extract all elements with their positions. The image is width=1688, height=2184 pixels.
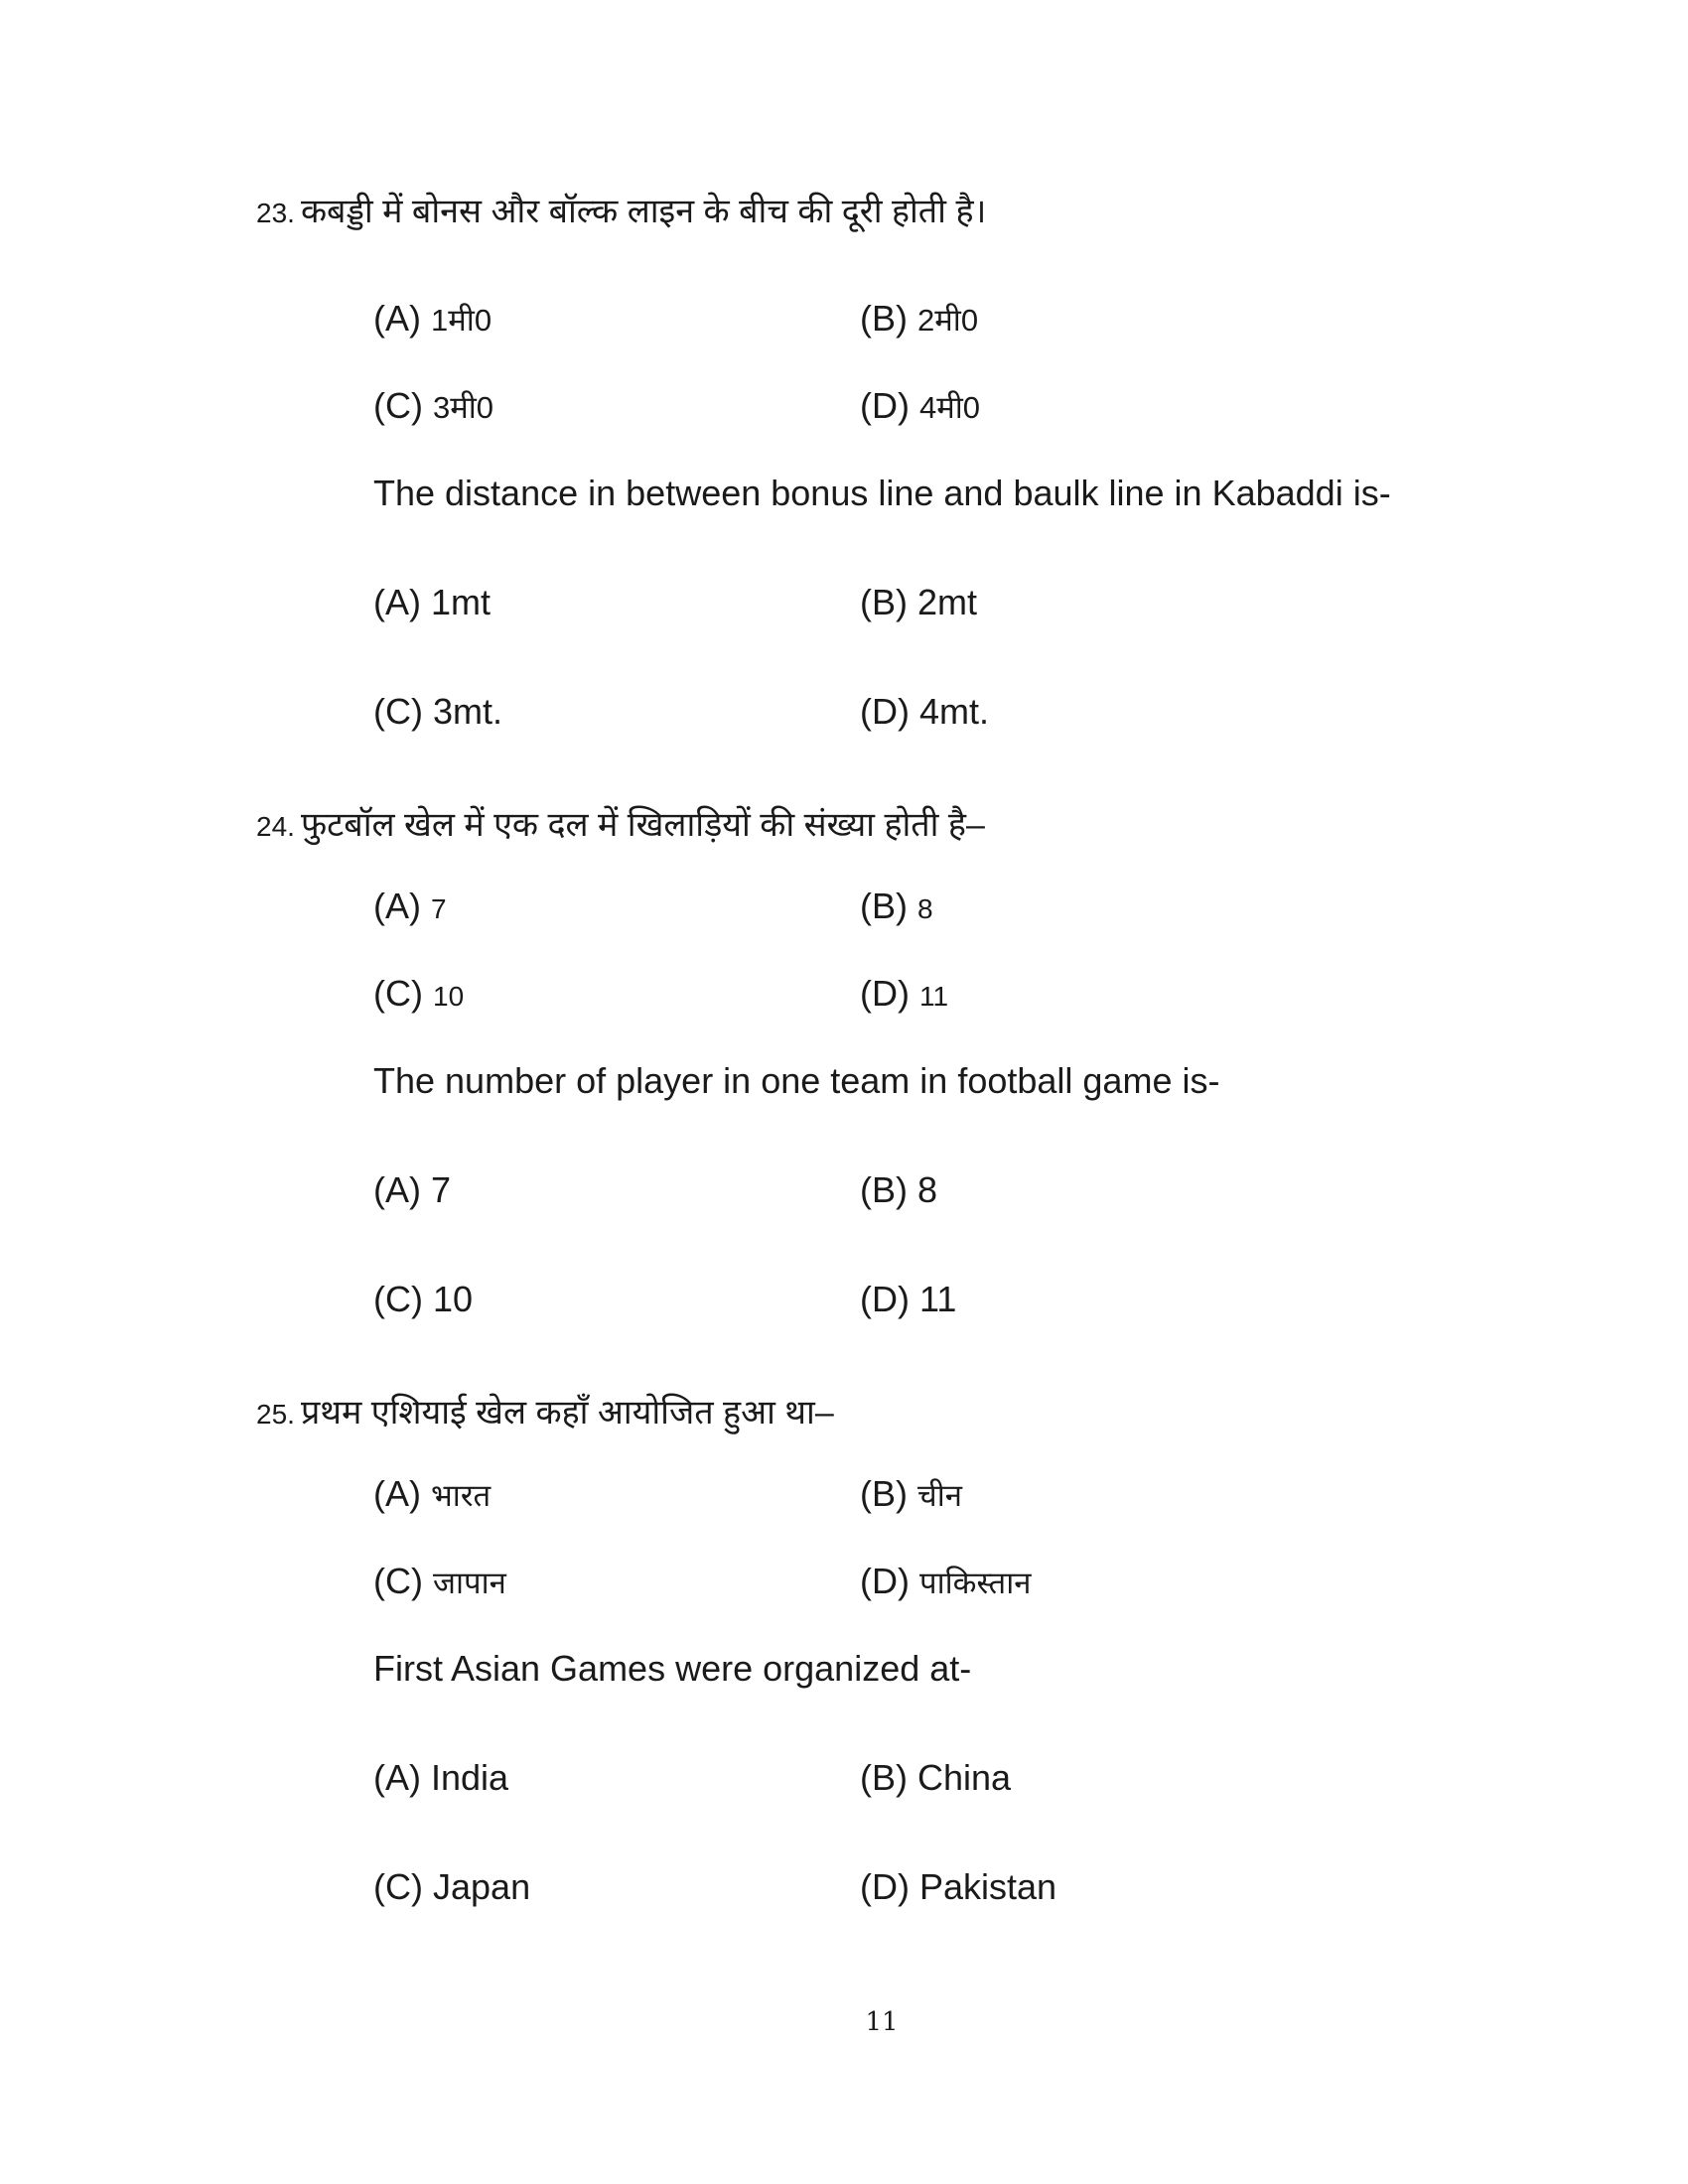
question-number: 25. (256, 1399, 295, 1430)
option-a-english (373, 1169, 451, 1211)
option-label: (B) (860, 298, 908, 339)
option-label: (B) (860, 886, 908, 926)
option-text: China (917, 1757, 1012, 1798)
option-d-hindi (860, 1561, 1031, 1603)
option-text: 10 (433, 981, 465, 1012)
option-label: (C) (373, 1866, 423, 1907)
option-text: जापान (433, 1566, 506, 1600)
option-label: (D) (860, 691, 910, 732)
option-c-hindi (373, 1561, 506, 1603)
option-d-english (860, 1866, 1056, 1908)
option-text: Pakistan (919, 1866, 1057, 1907)
question-25-hindi (256, 1388, 834, 1433)
option-label: (A) (373, 298, 421, 339)
option-a-hindi (373, 298, 492, 341)
option-text: पाकिस्तान (919, 1566, 1032, 1600)
option-d-english (860, 691, 989, 733)
option-text: 4मी0 (919, 390, 981, 425)
question-24-english: The number of player in one team in football game is- (373, 1060, 1220, 1101)
option-b-hindi (860, 298, 978, 341)
option-c-english (373, 691, 502, 733)
option-text: 1मी0 (431, 303, 492, 338)
option-label: (D) (860, 973, 910, 1014)
question-24-hindi (256, 800, 985, 846)
option-label: (A) (373, 1169, 421, 1210)
option-c-english (373, 1866, 530, 1908)
option-label: (C) (373, 385, 423, 426)
option-label: (D) (860, 385, 910, 426)
option-c-english (373, 1279, 473, 1320)
option-label: (C) (373, 1279, 423, 1319)
option-text: 3मी0 (433, 390, 494, 425)
option-d-english (860, 1279, 956, 1320)
option-label: (D) (860, 1279, 910, 1319)
option-text: 11 (919, 981, 949, 1012)
option-label: (C) (373, 1561, 423, 1601)
option-text: 8 (917, 1169, 938, 1210)
option-c-hindi (373, 973, 464, 1015)
option-b-english (860, 1169, 937, 1211)
option-label: (A) (373, 1473, 421, 1514)
option-d-hindi (860, 385, 980, 428)
option-label: (C) (373, 691, 423, 732)
option-a-english (373, 582, 491, 623)
option-b-english (860, 582, 977, 623)
option-text: 7 (431, 1169, 452, 1210)
page-number: 11 (865, 2007, 899, 2037)
option-label: (B) (860, 1757, 908, 1798)
option-text: 4mt. (919, 691, 990, 732)
option-d-hindi (860, 973, 948, 1015)
question-23-english: The distance in between bonus line and baulk line in Kabaddi is- (373, 473, 1391, 513)
option-text: 7 (431, 893, 447, 924)
question-text-hindi: फुटबॉल खेल में एक दल में खिलाड़ियों की संख्या होती है– (300, 806, 985, 844)
option-text: चीन (917, 1478, 962, 1513)
question-25-english: First Asian Games were organized at- (373, 1648, 972, 1689)
option-label: (A) (373, 1757, 421, 1798)
option-text: 3mt. (433, 691, 503, 732)
option-text: 1mt (431, 582, 492, 622)
option-c-hindi (373, 385, 493, 428)
option-b-hindi (860, 1473, 962, 1516)
question-23-hindi (256, 187, 986, 232)
option-label: (B) (860, 1169, 908, 1210)
option-label: (B) (860, 1473, 908, 1514)
option-text: 11 (919, 1279, 957, 1319)
option-text: भारत (431, 1478, 492, 1513)
option-label: (C) (373, 973, 423, 1014)
option-text: 2mt (917, 582, 978, 622)
option-text: India (431, 1757, 509, 1798)
option-b-hindi (860, 886, 933, 927)
option-text: 10 (433, 1279, 474, 1319)
option-label: (D) (860, 1561, 910, 1601)
option-label: (B) (860, 582, 908, 622)
option-text: 8 (917, 893, 933, 924)
option-text: 2मी0 (917, 303, 979, 338)
option-a-hindi (373, 1473, 491, 1516)
option-label: (A) (373, 582, 421, 622)
option-text: Japan (433, 1866, 531, 1907)
option-label: (D) (860, 1866, 910, 1907)
question-number: 23. (256, 198, 295, 228)
option-a-hindi (373, 886, 447, 927)
question-text-hindi: कबड्डी में बोनस और बॉल्क लाइन के बीच की दूरी होती है। (300, 193, 987, 230)
option-a-english (373, 1757, 508, 1799)
question-number: 24. (256, 811, 295, 842)
option-label: (A) (373, 886, 421, 926)
question-text-hindi: प्रथम एशियाई खेल कहाँ आयोजित हुआ था– (300, 1394, 834, 1432)
option-b-english (860, 1757, 1011, 1799)
